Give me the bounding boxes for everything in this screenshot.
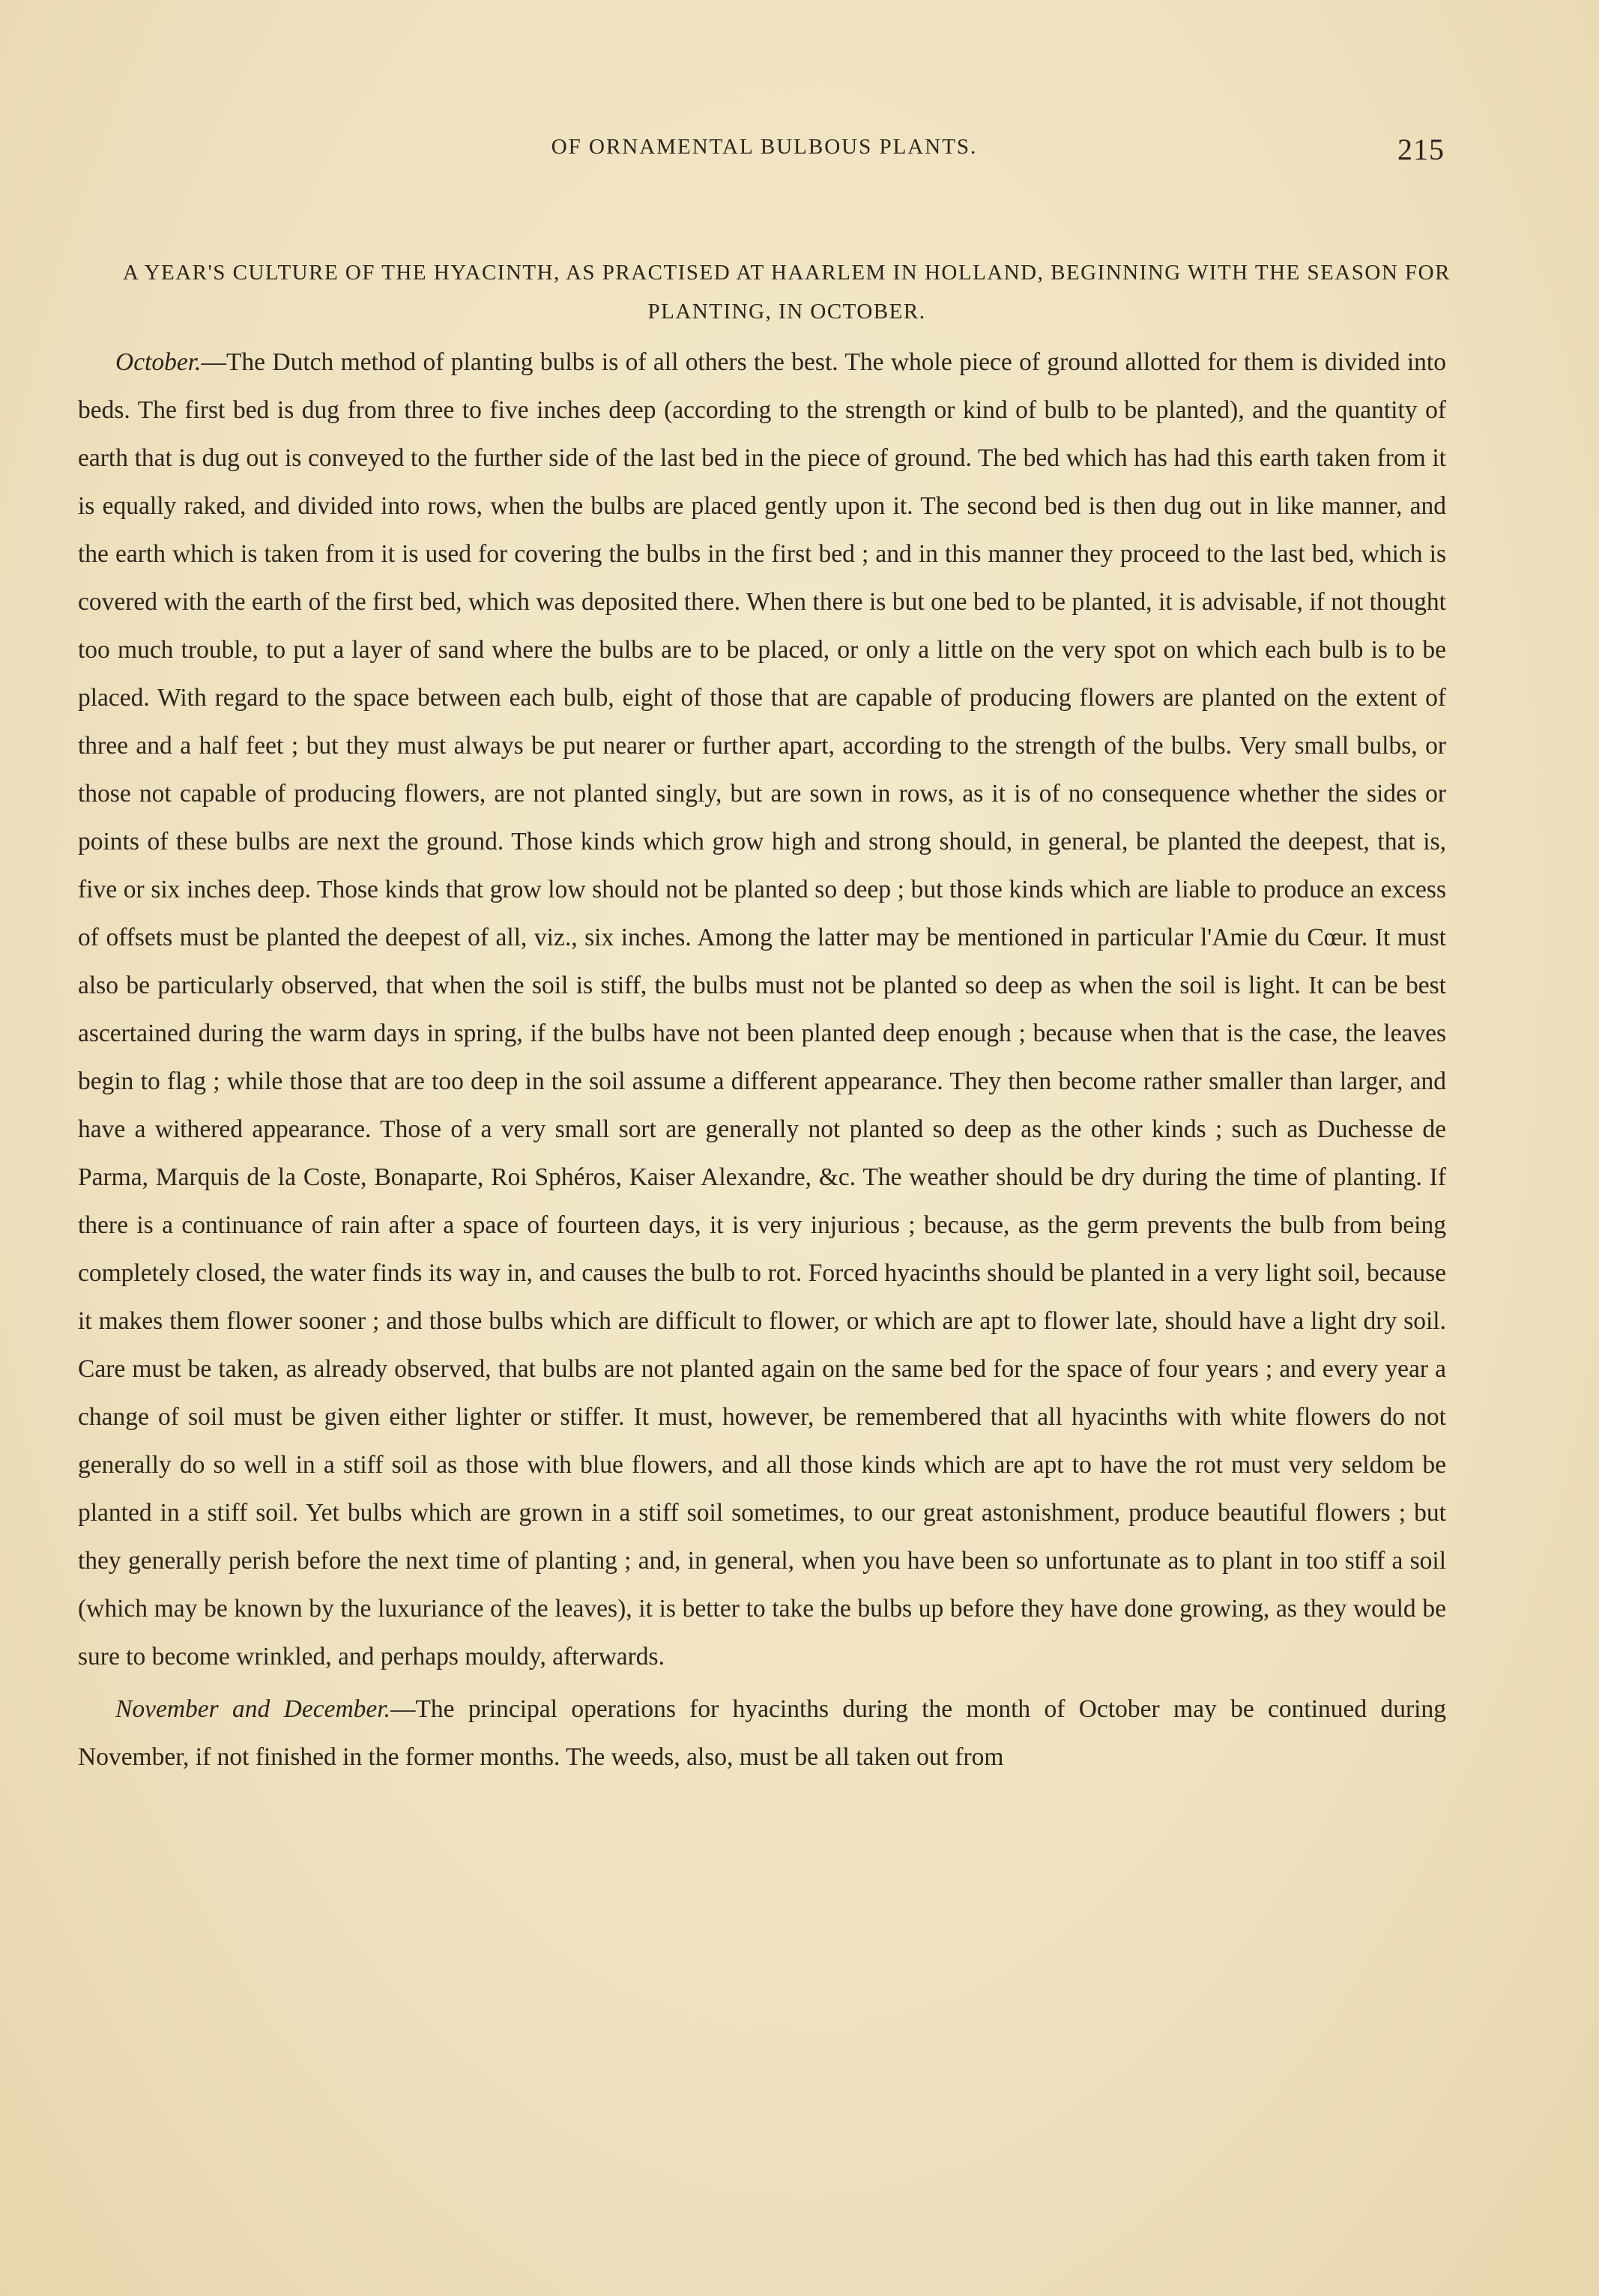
paragraph-text-november-december: —The principal operations for hyacinths during the month of October may be continued during November, if not finished in the former months. The weeds, also, must be all taken out from [78,1695,1446,1771]
running-head [0,132,1599,169]
paragraph-text-october: —The Dutch method of planting bulbs is of all others the best. The whole piece of ground allotted for them is divided into beds. The first bed is dug from three to five inches deep (according to the strength or kind of bulb to be planted), and the quantity of earth that is dug out is conveyed to the further side of the last bed in the piece of ground. The bed which has had this earth taken from it is equally raked, and divided into rows, when the bulbs are placed gently upon it. The second bed is then dug out in like manner, and the earth which is taken from it is used for covering the bulbs in the first bed ; and in this manner they proceed to the last bed, which is covered with the earth of the first bed, which was deposited there. When there is but one bed to be planted, it is advisable, if not thought too much trouble, to put a layer of sand where the bulbs are to be placed, or only a little on the very spot on which each bulb is to be placed. With regard to the space between each bulb, eight of those that are capable of producing flowers are planted on the extent of three and a half feet ; but they must always be put nearer or further apart, according to the strength of the bulbs. Very small bulbs, or those not capable of producing flowers, are not planted singly, but are sown in rows, as it is of no consequence whether the sides or points of these bulbs are next the ground. Those kinds which grow high and strong should, in general, be planted the deepest, that is, five or six inches deep. Those kinds that grow low should not be planted so deep ; but those kinds which are liable to produce an excess of offsets must be planted the deepest of all, viz., six inches. Among the latter may be mentioned in particular l'Amie du Cœur. It must also be particularly observed, that when the soil is stiff, the bulbs must not be planted so deep as when the soil is light. It can be best ascertained during the warm days in spring, if the bulbs have not been planted deep enough ; because when that is the case, the leaves begin to flag ; while those that are too deep in the soil assume a different appearance. They then become rather smaller than larger, and have a withered appearance. Those of a very small sort are generally not planted so deep as the other kinds ; such as Duchesse de Parma, Marquis de la Coste, Bonaparte, Roi Sphéros, Kaiser Alexandre, &c. The weather should be dry during the time of planting. If there is a continuance of rain after a space of fourteen days, it is very injurious ; because, as the germ prevents the bulb from being completely closed, the water finds its way in, and causes the bulb to rot. Forced hyacinths should be planted in a very light soil, because it makes them flower sooner ; and those bulbs which are difficult to flower, or which are apt to flower late, should have a light dry soil. Care must be taken, as already observed, that bulbs are not planted again on the same bed for the space of four years ; and every year a change of soil must be given either lighter or stiffer. It must, however, be remembered that all hyacinths with white flowers do not generally do so well in a stiff soil as those with blue flowers, and all those kinds which are apt to have the rot must very seldom be planted in a stiff soil. Yet bulbs which are grown in a stiff soil sometimes, to our great astonishment, produce beautiful flowers ; but they generally perish before the next time of planting ; and, in general, when you have been so unfortunate as to plant in too stiff a soil (which may be known by the luxuriance of the leaves), it is better to take the bulbs up before they have done growing, as they would be sure to become wrinkled, and perhaps mouldy, afterwards. [78,348,1446,1670]
page-number: 215 [1397,133,1445,166]
paragraph-lead-november-december: November and December. [115,1695,390,1723]
section-heading: A YEAR'S CULTURE OF THE HYACINTH, AS PRACTISED AT HAARLEM IN HOLLAND, BEGINNING WITH THE SEASON FOR PLANTING, IN OCTOBER. [123,261,1451,324]
paragraph-lead-october: October. [115,348,202,376]
running-title: OF ORNAMENTAL BULBOUS PLANTS. [551,135,978,159]
paragraph-november-december [78,1685,1446,1781]
body-text [78,339,1446,1781]
paragraph-october [78,339,1446,1681]
